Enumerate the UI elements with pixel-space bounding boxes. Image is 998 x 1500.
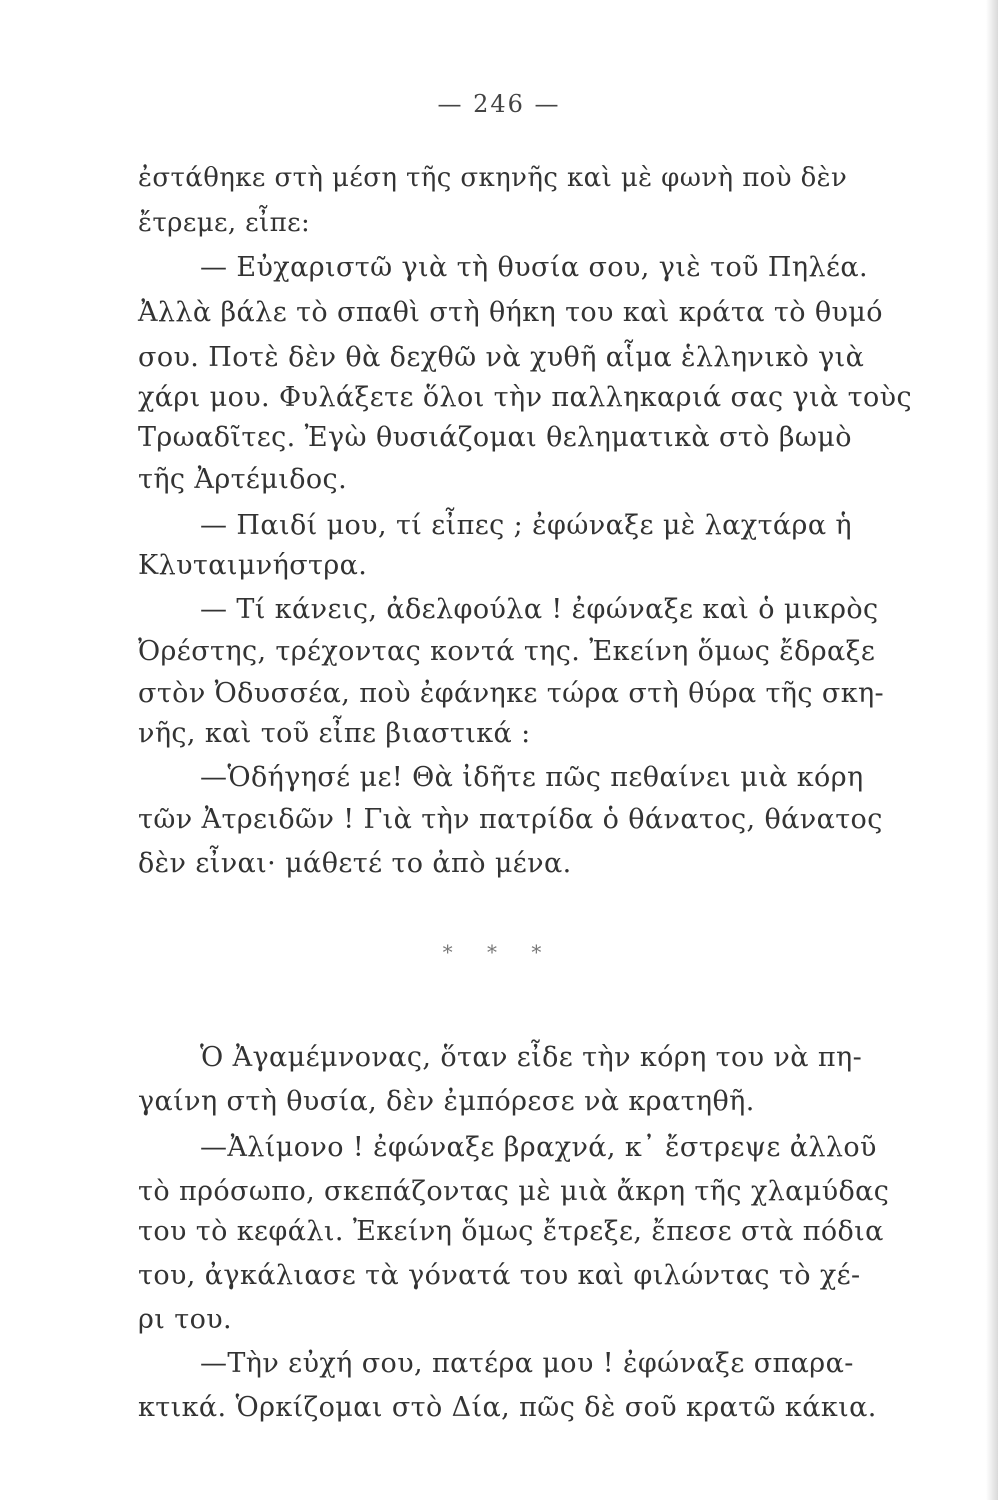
text-line: Τρωαδῖτες. Ἐγὼ θυσιάζομαι θεληματικὰ στὸ βωμὸ (138, 422, 852, 453)
text-line: του, ἀγκάλιασε τὰ γόνατά του καὶ φιλώντας τὸ χέ- (138, 1260, 861, 1291)
text-line: — Εὐχαριστῶ γιὰ τὴ θυσία σου, γιὲ τοῦ Πηλέα. (200, 252, 868, 283)
text-line: γαίνη στὴ θυσία, δὲν ἐμπόρεσε νὰ κρατηθῆ. (138, 1086, 755, 1117)
text-line: — Παιδί μου, τί εἶπες ; ἐφώναξε μὲ λαχτάρα ἡ (200, 510, 853, 541)
text-line: τὸ πρόσωπο, σκεπάζοντας μὲ μιὰ ἄκρη τῆς χλαμύδας (138, 1176, 890, 1207)
text-line: τῶν Ἀτρειδῶν ! Γιὰ τὴν πατρίδα ὁ θάνατος, θάνατος (138, 804, 883, 835)
text-line: Ὁ Ἀγαμέμνονας, ὅταν εἶδε τὴν κόρη του νὰ πη- (200, 1042, 863, 1073)
text-line: —Τὴν εὐχή σου, πατέρα μου ! ἐφώναξε σπαρα- (200, 1348, 854, 1379)
text-line: Ἀλλὰ βάλε τὸ σπαθὶ στὴ θήκη του καὶ κράτα τὸ θυμό (138, 297, 883, 328)
text-line: τῆς Ἀρτέμιδος. (138, 464, 348, 495)
text-line: ἔτρεμε, εἶπε: (138, 208, 311, 238)
text-line: χάρι μου. Φυλάξετε ὅλοι τὴν παλληκαριά σας γιὰ τοὺς (138, 382, 912, 413)
text-line: νῆς, καὶ τοῦ εἶπε βιαστικά : (138, 718, 531, 749)
text-line: στὸν Ὀδυσσέα, ποὺ ἐφάνηκε τώρα στὴ θύρα τῆς σκη- (138, 678, 885, 709)
text-line: — Τί κάνεις, ἀδελφούλα ! ἐφώναξε καὶ ὁ μικρὸς (200, 594, 879, 625)
text-line: —Ἀλίμονο ! ἐφώναξε βραχνά, κ᾽ ἔστρεψε ἀλλοῦ (200, 1132, 877, 1163)
text-line: σου. Ποτὲ δὲν θὰ δεχθῶ νὰ χυθῆ αἷμα ἑλληνικὸ γιὰ (138, 342, 865, 373)
text-line: δὲν εἶναι· μάθετέ το ἀπὸ μένα. (138, 848, 572, 879)
section-divider: * * * (442, 940, 556, 964)
text-line: του τὸ κεφάλι. Ἐκείνη ὅμως ἔτρεξε, ἔπεσε στὰ πόδια (138, 1216, 884, 1247)
text-line: ρι του. (138, 1304, 233, 1335)
text-line: κτικά. Ὁρκίζομαι στὸ Δία, πῶς δὲ σοῦ κρατῶ κάκια. (138, 1392, 877, 1423)
page-edge-shadow (986, 0, 998, 1500)
text-line: Κλυταιμνήστρα. (138, 550, 368, 581)
text-line: ἐστάθηκε στὴ μέση τῆς σκηνῆς καὶ μὲ φωνὴ ποὺ δὲν (138, 163, 848, 193)
page-number: — 246 — (437, 90, 561, 118)
text-line: Ὀρέστης, τρέχοντας κοντά της. Ἐκείνη ὅμως ἔδραξε (138, 636, 876, 667)
text-line: —Ὁδήγησέ με! Θὰ ἰδῆτε πῶς πεθαίνει μιὰ κόρη (200, 762, 864, 793)
